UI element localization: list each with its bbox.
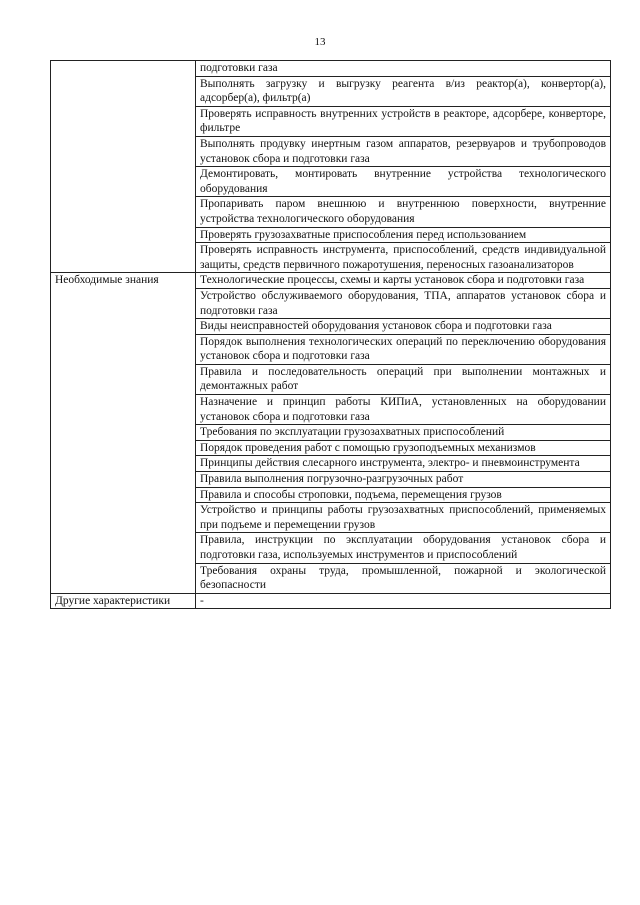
knowledge-item: Технологические процессы, схемы и карты установок сбора и подготовки газа — [196, 273, 611, 289]
labor-action-label-cell — [51, 61, 196, 273]
knowledge-row — [51, 273, 611, 289]
labor-action-item: Проверять грузозахватные приспособления перед использованием — [196, 227, 611, 243]
knowledge-item: Виды неисправностей оборудования установок сбора и подготовки газа — [196, 319, 611, 335]
knowledge-item: Устройство и принципы работы грузозахватных приспособлений, применяемых при подъеме и перемещении грузов — [196, 503, 611, 533]
labor-action-item: Выполнять продувку инертным газом аппаратов, резервуаров и трубопроводов установок сбора и подготовки газа — [196, 136, 611, 166]
competency-table — [50, 60, 611, 609]
labor-action-row — [51, 61, 611, 77]
other-row — [51, 593, 611, 609]
knowledge-item: Требования по эксплуатации грузозахватных приспособлений — [196, 425, 611, 441]
knowledge-item: Порядок выполнения технологических операций по переключению оборудования установок сбора и подготовки газа — [196, 334, 611, 364]
labor-action-item: Пропаривать паром внешнюю и внутреннюю поверхности, внутренние устройства технологического оборудования — [196, 197, 611, 227]
other-value: - — [196, 593, 611, 609]
knowledge-item: Правила и последовательность операций при выполнении монтажных и демонтажных работ — [196, 364, 611, 394]
knowledge-item: Правила, инструкции по эксплуатации оборудования установок сбора и подготовки газа, используемых инструментов и приспособлений — [196, 533, 611, 563]
labor-action-item: Проверять исправность инструмента, приспособлений, средств индивидуальной защиты, средств первичного пожаротушения, переносных газоанализаторов — [196, 243, 611, 273]
labor-action-item: подготовки газа — [196, 61, 611, 77]
labor-action-item: Проверять исправность внутренних устройств в реакторе, адсорбере, конверторе, фильтре — [196, 106, 611, 136]
knowledge-item: Принципы действия слесарного инструмента, электро- и пневмоинструмента — [196, 456, 611, 472]
knowledge-item: Правила и способы строповки, подъема, перемещения грузов — [196, 487, 611, 503]
knowledge-item: Порядок проведения работ с помощью грузоподъемных механизмов — [196, 440, 611, 456]
knowledge-item: Устройство обслуживаемого оборудования, ТПА, аппаратов установок сбора и подготовки газа — [196, 288, 611, 318]
knowledge-item: Требования охраны труда, промышленной, пожарной и экологической безопасности — [196, 563, 611, 593]
knowledge-item: Правила выполнения погрузочно-разгрузочных работ — [196, 472, 611, 488]
labor-action-item: Демонтировать, монтировать внутренние устройства технологического оборудования — [196, 167, 611, 197]
knowledge-item: Назначение и принцип работы КИПиА, установленных на оборудовании установок сбора и подготовки газа — [196, 395, 611, 425]
labor-action-item: Выполнять загрузку и выгрузку реагента в/из реактор(а), конвертор(а), адсорбер(а), фильтр(а) — [196, 76, 611, 106]
other-label: Другие характеристики — [51, 593, 196, 609]
knowledge-label-cell: Необходимые знания — [51, 273, 196, 593]
page-number: 13 — [314, 36, 326, 48]
